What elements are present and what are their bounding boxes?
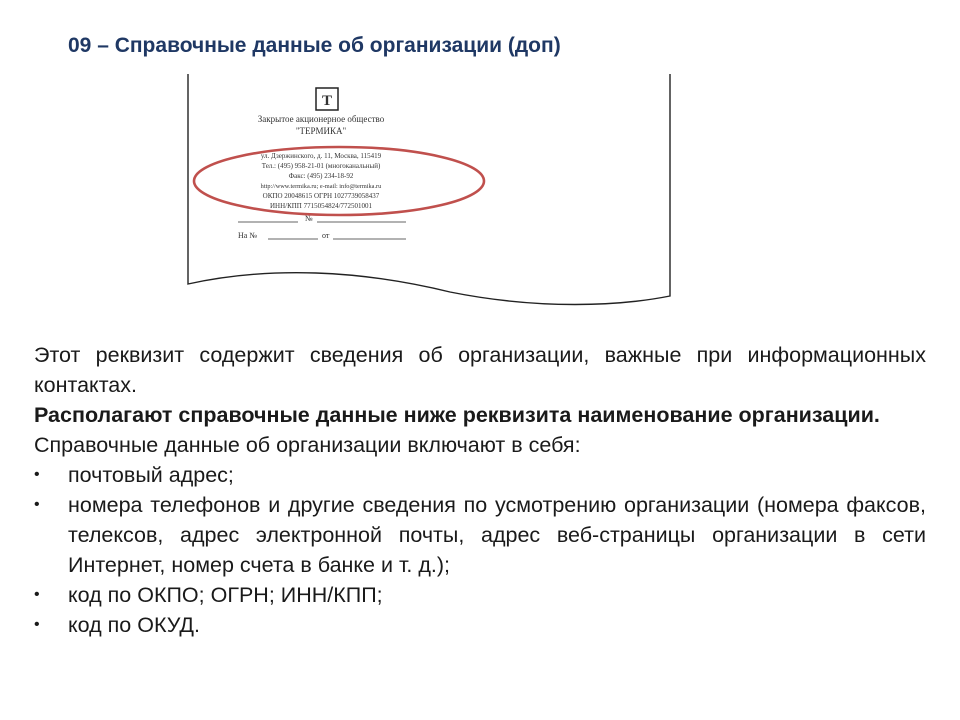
bullet-marker: • xyxy=(34,616,40,633)
ref-label: На № xyxy=(238,231,257,240)
list-item-text: код по ОКУД. xyxy=(68,613,200,637)
list-item-text: код по ОКПО; ОГРН; ИНН/КПП; xyxy=(68,583,383,607)
paragraph-description: Этот реквизит содержит сведения об организации, важные при информационных контактах. xyxy=(34,343,926,397)
org-codes: ОКПО 20048615 ОГРН 1027739058437 xyxy=(262,192,380,200)
org-web: http://www.termika.ru; e-mail: info@termika.ru xyxy=(260,183,382,190)
org-fax: Факс: (495) 234-18-92 xyxy=(288,172,354,180)
ref-from: от xyxy=(322,231,330,240)
bullet-marker: • xyxy=(34,496,40,513)
paragraph-includes: Справочные данные об организации включают в себя: xyxy=(34,433,581,457)
list-item xyxy=(34,580,926,610)
page-title: 09 – Справочные данные об организации (доп) xyxy=(68,34,561,57)
list-item-text: номера телефонов и другие сведения по усмотрению организации (номера факсов, телексов, адрес электронной почты, адрес веб-страницы организации в сети Интернет, номер счета в банке и т. д.); xyxy=(68,493,926,577)
bullet-marker: • xyxy=(34,466,40,483)
number-mark: № xyxy=(305,214,313,223)
letterhead-figure xyxy=(180,70,680,310)
list-item xyxy=(34,490,926,580)
list-item xyxy=(34,610,926,640)
paragraph-placement: Располагают справочные данные ниже реквизита наименование организации. xyxy=(34,403,880,427)
list-item xyxy=(34,460,926,490)
bullet-list xyxy=(34,460,926,640)
org-type: Закрытое акционерное общество xyxy=(257,114,385,124)
org-name: "ТЕРМИКА" xyxy=(295,126,347,136)
bullet-marker: • xyxy=(34,586,40,603)
org-inn: ИНН/КПП 7715054824/772501001 xyxy=(269,202,373,210)
logo-letter: Т xyxy=(321,93,333,109)
content-text xyxy=(34,340,926,640)
letterhead-illustration xyxy=(180,70,680,310)
org-address: ул. Дзержинского, д. 11, Москва, 115419 xyxy=(260,152,382,160)
org-phone: Тел.: (495) 958-21-01 (многоканальный) xyxy=(261,162,381,170)
list-item-text: почтовый адрес; xyxy=(68,463,234,487)
